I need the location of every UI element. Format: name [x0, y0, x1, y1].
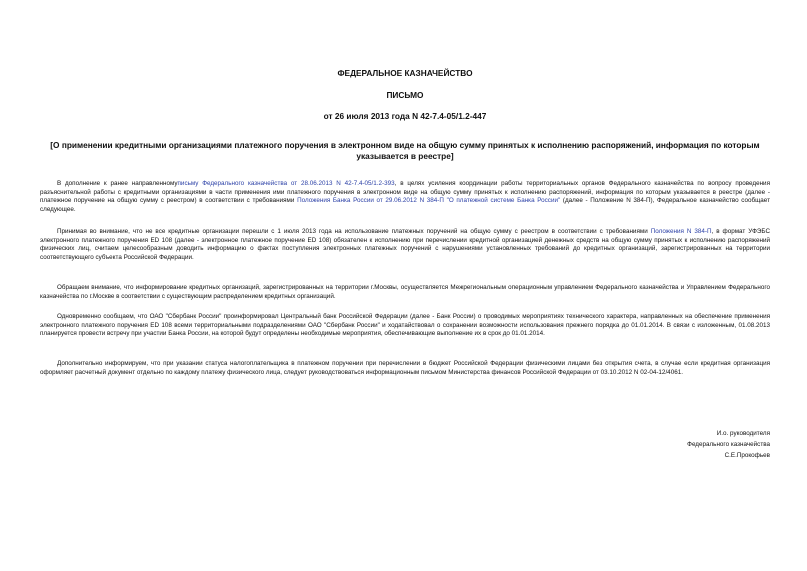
signatory-name: С.Е.Прокофьев [724, 452, 770, 459]
paragraph-2-text-b: , в формат УФЭБС электронного платежного поручения ED 108 (далее - электронное платежное поручение ED 108) обязателен к исполнению при перечислении кредитной организацией денежных средств на общую сумму принятых к исполнению распоряжений физических лиц, считаем целесообразным доводить информацию о фактах поступления электронных платежных поручений с нарушениями установленных требований до кредитных организаций, зарегистрированных на территории соответствующего субъекта Российской Федерации. [40, 228, 770, 261]
signatory-role: И.о. руководителя [716, 430, 770, 437]
link-regulation-384p[interactable]: Положения Банка России от 29.06.2012 N 384-П "О платежной системе Банка России" [297, 197, 561, 205]
signatory-org: Федерального казначейства [687, 441, 770, 448]
paragraph-3: Обращаем внимание, что информирование кредитных организаций, зарегистрированных на территории г.Москвы, осуществляется Межрегиональным операционным управлением Федерального казначейства и Управлением Федерального казначейства по г.Москве в соответствии с существующим распределением кредитных организаций. [40, 284, 770, 300]
signature-block [687, 428, 770, 461]
issuer-heading: ФЕДЕРАЛЬНОЕ КАЗНАЧЕЙСТВО [337, 68, 473, 78]
link-regulation-384p-short[interactable]: Положения N 384-П [650, 228, 712, 235]
paragraph-1-text-c: (далее - Положение N 384-П), Федеральное казначейство сообщает следующее. [40, 197, 770, 213]
paragraph-5: Дополнительно информируем, что при указании статуса налогоплательщика в платежном поручении при перечислении в бюджет Российской Федерации физическими лицами без открытия счета, в случае если кредитная организация оформляет расчетный документ отдельно по каждому платежу физического лица, следует руководствоваться информационным письмом Министерства финансов Российской Федерации от 03.10.2012 N 02-04-12/4061. [40, 360, 770, 376]
paragraph-2-text-a: Принимая во внимание, что не все кредитные организации перешли с 1 июля 2013 года на использование платежных поручений на общую сумму с реестром в соответствии с требованиями [57, 228, 651, 235]
paragraph-1 [40, 180, 770, 214]
document-subject: [О применении кредитными организациями платежного поручения в электронном виде на общую сумму принятых к исполнению распоряжений, информация по которым указывается в реестре] [50, 140, 760, 161]
document-type-heading: ПИСЬМО [386, 90, 424, 100]
paragraph-1-text-b: , в целях усиления координации работы территориальных органов Федерального казначейства по вопросу проведения разъяснительной работы с кредитными организациями в части применения ими платежного поручения в электронном виде на общую сумму принятых к исполнению распоряжений, информация по которым указывается в реестре (далее - платежное поручение на общую сумму с реестром) в соответствии с требованиями [40, 180, 770, 205]
paragraph-1-text-a: В дополнение к ранее направленному [57, 180, 178, 187]
paragraph-4: Одновременно сообщаем, что ОАО "Сбербанк России" проинформировал Центральный банк Российской Федерации (далее - Банк России) о проводимых мероприятиях технического характера, направленных на обеспечение применения электронного платежного поручения ED 108 всеми территориальными подразделениями ОАО "Сбербанк России" и ходатайствовал о сохранении возможности использования прежнего порядка до 01.01.2014. В связи с изложенным, 01.08.2013 планируется провести встречу при участии Банка России, на которой будут определены необходимые мероприятия, обеспечивающие выполнение их в срок до 01.01.2014. [40, 313, 770, 338]
document-date-number: от 26 июля 2013 года N 42-7.4-05/1.2-447 [323, 111, 487, 121]
paragraph-2 [40, 228, 770, 262]
link-treasury-letter-393[interactable]: письму Федерального казначейства от 28.06.2013 N 42-7.4-05/1.2-393 [177, 180, 395, 187]
